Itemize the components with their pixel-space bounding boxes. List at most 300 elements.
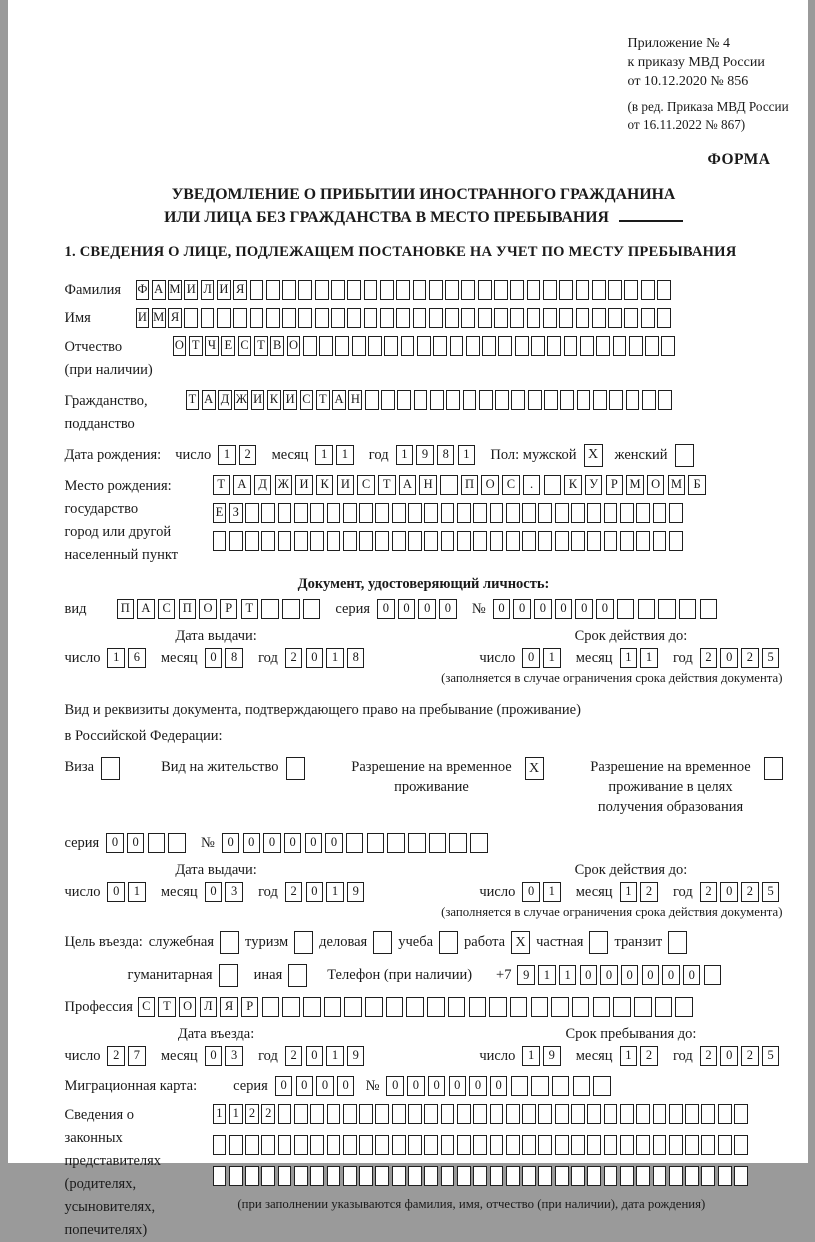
char-cell[interactable]	[653, 1166, 667, 1186]
char-cell[interactable]: 2	[741, 882, 759, 902]
char-cell[interactable]: 0	[720, 648, 738, 668]
char-cell[interactable]	[229, 1166, 243, 1186]
char-cell[interactable]: 2	[700, 648, 718, 668]
char-cell[interactable]	[359, 1104, 373, 1124]
other-checkbox[interactable]	[288, 964, 307, 987]
char-cell[interactable]: Л	[201, 280, 215, 300]
char-cell[interactable]	[168, 833, 186, 853]
char-cell[interactable]	[655, 997, 673, 1017]
char-cell[interactable]	[278, 1166, 292, 1186]
char-cell[interactable]	[489, 997, 507, 1017]
char-cell[interactable]	[278, 531, 292, 551]
char-cell[interactable]	[653, 1135, 667, 1155]
char-cell[interactable]	[576, 308, 590, 328]
char-cell[interactable]	[658, 390, 672, 410]
char-cell[interactable]: .	[523, 475, 541, 495]
char-cell[interactable]: 3	[225, 882, 243, 902]
char-cell[interactable]	[441, 1166, 455, 1186]
char-cell[interactable]: 0	[428, 1076, 446, 1096]
business-checkbox[interactable]	[373, 931, 392, 954]
char-cell[interactable]: Ж	[234, 390, 248, 410]
char-cell[interactable]: Е	[221, 336, 235, 356]
char-cell[interactable]	[282, 997, 300, 1017]
char-cell[interactable]: 1	[326, 648, 344, 668]
char-cell[interactable]: Е	[213, 503, 227, 523]
char-cell[interactable]	[392, 1135, 406, 1155]
char-cell[interactable]: 5	[762, 1046, 780, 1066]
char-cell[interactable]: И	[283, 390, 297, 410]
char-cell[interactable]: 9	[543, 1046, 561, 1066]
char-cell[interactable]: 0	[386, 1076, 404, 1096]
char-cell[interactable]: 0	[284, 833, 302, 853]
char-cell[interactable]	[552, 1076, 570, 1096]
char-cell[interactable]	[282, 308, 296, 328]
char-cell[interactable]: А	[332, 390, 346, 410]
char-cell[interactable]: 0	[596, 599, 614, 619]
char-cell[interactable]	[473, 1104, 487, 1124]
char-cell[interactable]	[331, 308, 345, 328]
char-cell[interactable]	[392, 531, 406, 551]
char-cell[interactable]: 2	[261, 1104, 275, 1124]
char-cell[interactable]	[527, 308, 541, 328]
char-cell[interactable]	[441, 531, 455, 551]
char-cell[interactable]: О	[199, 599, 217, 619]
char-cell[interactable]	[457, 531, 471, 551]
char-cell[interactable]: 0	[263, 833, 281, 853]
char-cell[interactable]	[359, 1135, 373, 1155]
char-cell[interactable]	[406, 997, 424, 1017]
char-cell[interactable]	[498, 336, 512, 356]
char-cell[interactable]: М	[152, 308, 166, 328]
char-cell[interactable]: 1	[218, 445, 236, 465]
char-cell[interactable]	[604, 503, 618, 523]
char-cell[interactable]	[506, 531, 520, 551]
char-cell[interactable]	[441, 503, 455, 523]
char-cell[interactable]	[538, 531, 552, 551]
char-cell[interactable]	[620, 1166, 634, 1186]
char-cell[interactable]: 0	[575, 599, 593, 619]
char-cell[interactable]	[700, 599, 718, 619]
char-cell[interactable]	[261, 1135, 275, 1155]
visa-checkbox[interactable]	[101, 757, 120, 780]
char-cell[interactable]	[522, 503, 536, 523]
char-cell[interactable]	[319, 336, 333, 356]
char-cell[interactable]	[718, 1135, 732, 1155]
char-cell[interactable]	[408, 833, 426, 853]
char-cell[interactable]	[669, 503, 683, 523]
char-cell[interactable]	[375, 1104, 389, 1124]
char-cell[interactable]	[555, 1104, 569, 1124]
char-cell[interactable]	[424, 1104, 438, 1124]
char-cell[interactable]	[609, 390, 623, 410]
char-cell[interactable]	[457, 503, 471, 523]
char-cell[interactable]	[538, 1104, 552, 1124]
char-cell[interactable]: 0	[127, 833, 145, 853]
char-cell[interactable]	[572, 997, 590, 1017]
char-cell[interactable]	[327, 503, 341, 523]
char-cell[interactable]	[510, 280, 524, 300]
char-cell[interactable]: Д	[254, 475, 272, 495]
char-cell[interactable]: И	[251, 390, 265, 410]
char-cell[interactable]	[641, 280, 655, 300]
char-cell[interactable]	[148, 833, 166, 853]
char-cell[interactable]	[506, 503, 520, 523]
char-cell[interactable]	[555, 1135, 569, 1155]
char-cell[interactable]: 0	[306, 882, 324, 902]
char-cell[interactable]	[461, 280, 475, 300]
char-cell[interactable]	[675, 997, 693, 1017]
char-cell[interactable]	[457, 1135, 471, 1155]
char-cell[interactable]: 1	[326, 1046, 344, 1066]
humanitarian-checkbox[interactable]	[219, 964, 238, 987]
char-cell[interactable]: К	[564, 475, 582, 495]
char-cell[interactable]: А	[202, 390, 216, 410]
char-cell[interactable]	[620, 1135, 634, 1155]
char-cell[interactable]	[310, 1135, 324, 1155]
char-cell[interactable]: М	[668, 475, 686, 495]
char-cell[interactable]	[315, 280, 329, 300]
char-cell[interactable]	[478, 308, 492, 328]
char-cell[interactable]	[359, 531, 373, 551]
char-cell[interactable]	[718, 1166, 732, 1186]
char-cell[interactable]: А	[233, 475, 251, 495]
official-checkbox[interactable]	[220, 931, 239, 954]
char-cell[interactable]: 9	[347, 1046, 365, 1066]
char-cell[interactable]	[365, 390, 379, 410]
char-cell[interactable]: З	[229, 503, 243, 523]
char-cell[interactable]	[343, 503, 357, 523]
char-cell[interactable]	[528, 390, 542, 410]
char-cell[interactable]	[653, 1104, 667, 1124]
char-cell[interactable]	[440, 475, 458, 495]
char-cell[interactable]	[298, 280, 312, 300]
char-cell[interactable]: 0	[316, 1076, 334, 1096]
char-cell[interactable]	[448, 997, 466, 1017]
char-cell[interactable]: 9	[347, 882, 365, 902]
char-cell[interactable]: Д	[218, 390, 232, 410]
char-cell[interactable]	[576, 280, 590, 300]
char-cell[interactable]	[262, 997, 280, 1017]
char-cell[interactable]: 1	[315, 445, 333, 465]
char-cell[interactable]	[592, 308, 606, 328]
char-cell[interactable]: 0	[449, 1076, 467, 1096]
char-cell[interactable]	[592, 280, 606, 300]
char-cell[interactable]	[266, 280, 280, 300]
char-cell[interactable]: О	[481, 475, 499, 495]
char-cell[interactable]: 0	[106, 833, 124, 853]
char-cell[interactable]: 0	[621, 965, 639, 985]
char-cell[interactable]: 8	[347, 648, 365, 668]
char-cell[interactable]	[344, 997, 362, 1017]
char-cell[interactable]: Я	[168, 308, 182, 328]
char-cell[interactable]	[577, 390, 591, 410]
char-cell[interactable]: 1	[543, 648, 561, 668]
char-cell[interactable]	[367, 833, 385, 853]
char-cell[interactable]	[408, 1104, 422, 1124]
char-cell[interactable]	[473, 503, 487, 523]
char-cell[interactable]	[408, 1135, 422, 1155]
char-cell[interactable]: 2	[700, 1046, 718, 1066]
char-cell[interactable]	[527, 280, 541, 300]
char-cell[interactable]	[446, 390, 460, 410]
char-cell[interactable]: 1	[107, 648, 125, 668]
char-cell[interactable]	[213, 1166, 227, 1186]
char-cell[interactable]: 1	[559, 965, 577, 985]
char-cell[interactable]	[636, 1166, 650, 1186]
char-cell[interactable]	[608, 280, 622, 300]
char-cell[interactable]: 2	[640, 882, 658, 902]
char-cell[interactable]	[538, 1166, 552, 1186]
char-cell[interactable]: 1	[543, 882, 561, 902]
char-cell[interactable]	[261, 531, 275, 551]
char-cell[interactable]	[645, 336, 659, 356]
char-cell[interactable]: 2	[741, 648, 759, 668]
char-cell[interactable]	[620, 1104, 634, 1124]
char-cell[interactable]	[638, 599, 656, 619]
char-cell[interactable]: Б	[688, 475, 706, 495]
char-cell[interactable]	[470, 833, 488, 853]
char-cell[interactable]	[679, 599, 697, 619]
char-cell[interactable]: 2	[640, 1046, 658, 1066]
char-cell[interactable]: 1	[522, 1046, 540, 1066]
char-cell[interactable]: И	[136, 308, 150, 328]
char-cell[interactable]	[522, 1166, 536, 1186]
char-cell[interactable]	[386, 997, 404, 1017]
char-cell[interactable]: 0	[439, 599, 457, 619]
char-cell[interactable]	[494, 308, 508, 328]
char-cell[interactable]	[213, 531, 227, 551]
char-cell[interactable]	[347, 308, 361, 328]
char-cell[interactable]	[560, 390, 574, 410]
char-cell[interactable]	[429, 308, 443, 328]
char-cell[interactable]	[327, 1166, 341, 1186]
char-cell[interactable]	[543, 280, 557, 300]
char-cell[interactable]: Ч	[205, 336, 219, 356]
char-cell[interactable]	[315, 308, 329, 328]
char-cell[interactable]: С	[138, 997, 156, 1017]
char-cell[interactable]	[413, 308, 427, 328]
char-cell[interactable]: Т	[189, 336, 203, 356]
char-cell[interactable]	[522, 1135, 536, 1155]
char-cell[interactable]: 2	[700, 882, 718, 902]
char-cell[interactable]	[701, 1135, 715, 1155]
char-cell[interactable]: 0	[522, 882, 540, 902]
char-cell[interactable]: К	[316, 475, 334, 495]
char-cell[interactable]	[669, 1104, 683, 1124]
char-cell[interactable]	[457, 1166, 471, 1186]
char-cell[interactable]	[233, 308, 247, 328]
char-cell[interactable]: 0	[305, 833, 323, 853]
char-cell[interactable]	[587, 1135, 601, 1155]
char-cell[interactable]	[433, 336, 447, 356]
char-cell[interactable]	[303, 336, 317, 356]
char-cell[interactable]	[555, 531, 569, 551]
char-cell[interactable]: И	[217, 280, 231, 300]
char-cell[interactable]: А	[399, 475, 417, 495]
char-cell[interactable]	[401, 336, 415, 356]
char-cell[interactable]	[506, 1104, 520, 1124]
char-cell[interactable]: 1	[538, 965, 556, 985]
char-cell[interactable]	[229, 1135, 243, 1155]
char-cell[interactable]	[593, 390, 607, 410]
char-cell[interactable]	[396, 280, 410, 300]
char-cell[interactable]: Р	[606, 475, 624, 495]
char-cell[interactable]	[734, 1166, 748, 1186]
char-cell[interactable]	[613, 336, 627, 356]
char-cell[interactable]	[250, 308, 264, 328]
char-cell[interactable]: Т	[316, 390, 330, 410]
char-cell[interactable]	[294, 1135, 308, 1155]
char-cell[interactable]: Р	[220, 599, 238, 619]
char-cell[interactable]: Т	[213, 475, 231, 495]
char-cell[interactable]: А	[152, 280, 166, 300]
char-cell[interactable]	[365, 997, 383, 1017]
char-cell[interactable]: 2	[107, 1046, 125, 1066]
char-cell[interactable]	[364, 280, 378, 300]
char-cell[interactable]	[217, 308, 231, 328]
char-cell[interactable]	[490, 503, 504, 523]
char-cell[interactable]	[213, 1135, 227, 1155]
char-cell[interactable]: 1	[458, 445, 476, 465]
char-cell[interactable]	[417, 336, 431, 356]
char-cell[interactable]	[596, 336, 610, 356]
char-cell[interactable]	[661, 336, 675, 356]
char-cell[interactable]: Н	[419, 475, 437, 495]
char-cell[interactable]	[397, 390, 411, 410]
char-cell[interactable]	[571, 1104, 585, 1124]
char-cell[interactable]	[375, 531, 389, 551]
char-cell[interactable]	[424, 1166, 438, 1186]
char-cell[interactable]: Я	[220, 997, 238, 1017]
char-cell[interactable]	[184, 308, 198, 328]
char-cell[interactable]	[346, 833, 364, 853]
char-cell[interactable]	[511, 1076, 529, 1096]
char-cell[interactable]: С	[238, 336, 252, 356]
char-cell[interactable]: Т	[378, 475, 396, 495]
char-cell[interactable]	[479, 390, 493, 410]
char-cell[interactable]	[303, 997, 321, 1017]
char-cell[interactable]: 9	[416, 445, 434, 465]
char-cell[interactable]: 0	[306, 1046, 324, 1066]
char-cell[interactable]: 0	[662, 965, 680, 985]
char-cell[interactable]: 1	[213, 1104, 227, 1124]
char-cell[interactable]	[303, 599, 321, 619]
char-cell[interactable]	[531, 997, 549, 1017]
char-cell[interactable]	[429, 280, 443, 300]
char-cell[interactable]: Р	[241, 997, 259, 1017]
char-cell[interactable]	[327, 1104, 341, 1124]
char-cell[interactable]: 0	[337, 1076, 355, 1096]
char-cell[interactable]	[408, 1166, 422, 1186]
char-cell[interactable]	[624, 308, 638, 328]
char-cell[interactable]	[343, 1166, 357, 1186]
char-cell[interactable]: Т	[241, 599, 259, 619]
char-cell[interactable]	[294, 503, 308, 523]
char-cell[interactable]	[449, 833, 467, 853]
char-cell[interactable]	[266, 308, 280, 328]
char-cell[interactable]	[201, 308, 215, 328]
char-cell[interactable]	[604, 531, 618, 551]
char-cell[interactable]: И	[337, 475, 355, 495]
char-cell[interactable]	[387, 833, 405, 853]
char-cell[interactable]: 2	[741, 1046, 759, 1066]
char-cell[interactable]: 0	[418, 599, 436, 619]
char-cell[interactable]	[571, 1166, 585, 1186]
char-cell[interactable]	[384, 336, 398, 356]
char-cell[interactable]	[538, 1135, 552, 1155]
char-cell[interactable]	[490, 1166, 504, 1186]
char-cell[interactable]	[473, 531, 487, 551]
char-cell[interactable]	[375, 503, 389, 523]
char-cell[interactable]: К	[267, 390, 281, 410]
char-cell[interactable]	[310, 531, 324, 551]
char-cell[interactable]	[430, 390, 444, 410]
char-cell[interactable]: 0	[296, 1076, 314, 1096]
char-cell[interactable]	[310, 1104, 324, 1124]
char-cell[interactable]: 0	[580, 965, 598, 985]
char-cell[interactable]	[261, 503, 275, 523]
char-cell[interactable]	[510, 308, 524, 328]
char-cell[interactable]	[555, 1166, 569, 1186]
char-cell[interactable]: 0	[534, 599, 552, 619]
char-cell[interactable]	[653, 531, 667, 551]
char-cell[interactable]	[613, 997, 631, 1017]
char-cell[interactable]	[490, 1135, 504, 1155]
char-cell[interactable]: П	[461, 475, 479, 495]
char-cell[interactable]	[424, 503, 438, 523]
char-cell[interactable]: 0	[205, 882, 223, 902]
char-cell[interactable]: 2	[285, 1046, 303, 1066]
char-cell[interactable]	[473, 1135, 487, 1155]
char-cell[interactable]	[324, 997, 342, 1017]
char-cell[interactable]	[294, 1166, 308, 1186]
char-cell[interactable]	[343, 1104, 357, 1124]
char-cell[interactable]	[494, 280, 508, 300]
char-cell[interactable]	[657, 280, 671, 300]
char-cell[interactable]	[450, 336, 464, 356]
char-cell[interactable]: 6	[128, 648, 146, 668]
char-cell[interactable]	[424, 1135, 438, 1155]
char-cell[interactable]	[531, 336, 545, 356]
char-cell[interactable]	[701, 1104, 715, 1124]
char-cell[interactable]: 1	[336, 445, 354, 465]
char-cell[interactable]: 1	[128, 882, 146, 902]
char-cell[interactable]	[604, 1135, 618, 1155]
char-cell[interactable]: 1	[396, 445, 414, 465]
char-cell[interactable]: И	[184, 280, 198, 300]
char-cell[interactable]	[457, 1104, 471, 1124]
char-cell[interactable]: С	[300, 390, 314, 410]
char-cell[interactable]: Ф	[136, 280, 150, 300]
char-cell[interactable]: Т	[254, 336, 268, 356]
char-cell[interactable]: М	[626, 475, 644, 495]
char-cell[interactable]	[427, 997, 445, 1017]
char-cell[interactable]	[555, 503, 569, 523]
char-cell[interactable]	[515, 336, 529, 356]
char-cell[interactable]: Я	[233, 280, 247, 300]
char-cell[interactable]: Ж	[275, 475, 293, 495]
char-cell[interactable]	[669, 1166, 683, 1186]
char-cell[interactable]	[636, 531, 650, 551]
char-cell[interactable]: 1	[640, 648, 658, 668]
char-cell[interactable]: 0	[600, 965, 618, 985]
char-cell[interactable]	[511, 390, 525, 410]
male-checkbox[interactable]: X	[584, 444, 603, 467]
char-cell[interactable]	[310, 503, 324, 523]
char-cell[interactable]	[261, 599, 279, 619]
char-cell[interactable]	[461, 308, 475, 328]
char-cell[interactable]	[593, 997, 611, 1017]
